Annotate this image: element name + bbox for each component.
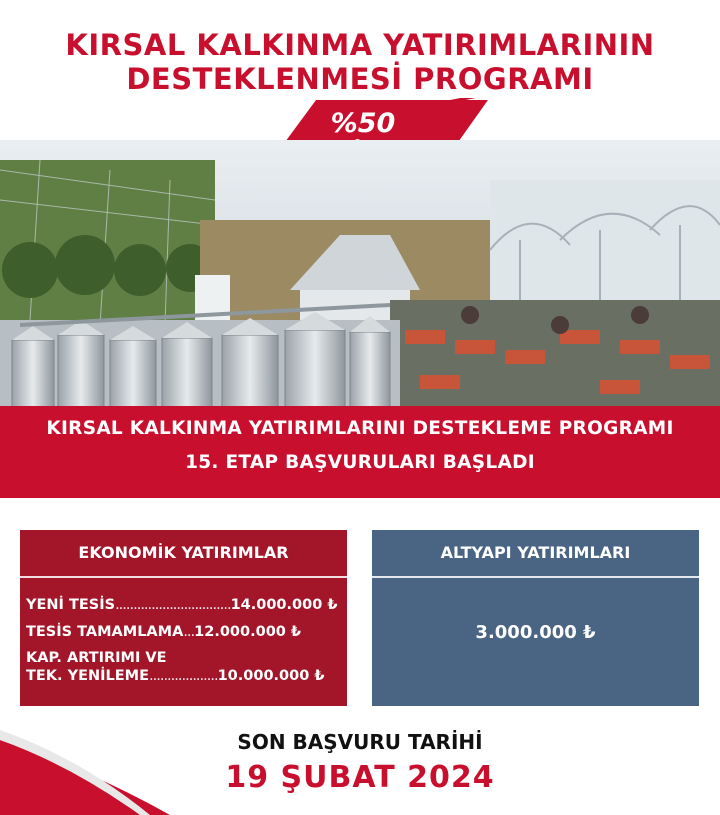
row-label: TESİS TAMAMLAMA [26, 624, 184, 640]
economic-row [26, 597, 337, 613]
economic-investments-heading: EKONOMİK YATIRIMLAR [20, 530, 347, 578]
economic-row [26, 650, 167, 666]
deadline-date: 19 ŞUBAT 2024 [225, 760, 495, 795]
row-leader: ... [183, 624, 195, 640]
announcement-banner [0, 406, 720, 498]
deadline-label: SON BAŞVURU TARİHİ [237, 730, 483, 754]
row-leader: ................................ [115, 597, 231, 613]
economic-row [26, 668, 324, 684]
economic-investments-box [20, 530, 347, 706]
agriculture-photo-collage [0, 140, 720, 410]
infrastructure-investments-heading: ALTYAPI YATIRIMLARI [372, 530, 699, 578]
title-line-1: KIRSAL KALKINMA YATIRIMLARININ [65, 28, 655, 62]
grant-percent: %50 [330, 108, 396, 139]
row-amount: 14.000.000 ₺ [230, 597, 338, 613]
title-line-2: DESTEKLENMESİ PROGRAMI [126, 62, 594, 96]
infrastructure-amount: 3.000.000 ₺ [475, 622, 596, 643]
infrastructure-investments-box [372, 530, 699, 706]
row-label: YENİ TESİS [26, 597, 116, 613]
row-amount: 12.000.000 ₺ [194, 624, 302, 640]
row-label: KAP. ARTIRIMI VE [26, 650, 167, 666]
row-label: TEK. YENİLEME [26, 668, 150, 684]
row-leader: ................... [149, 668, 218, 684]
row-amount: 10.000.000 ₺ [217, 668, 325, 684]
announcement-line-1: KIRSAL KALKINMA YATIRIMLARINI DESTEKLEME PROGRAMI [46, 418, 674, 439]
announcement-line-2: 15. ETAP BAŞVURULARI BAŞLADI [185, 452, 535, 473]
economic-row [26, 624, 301, 640]
